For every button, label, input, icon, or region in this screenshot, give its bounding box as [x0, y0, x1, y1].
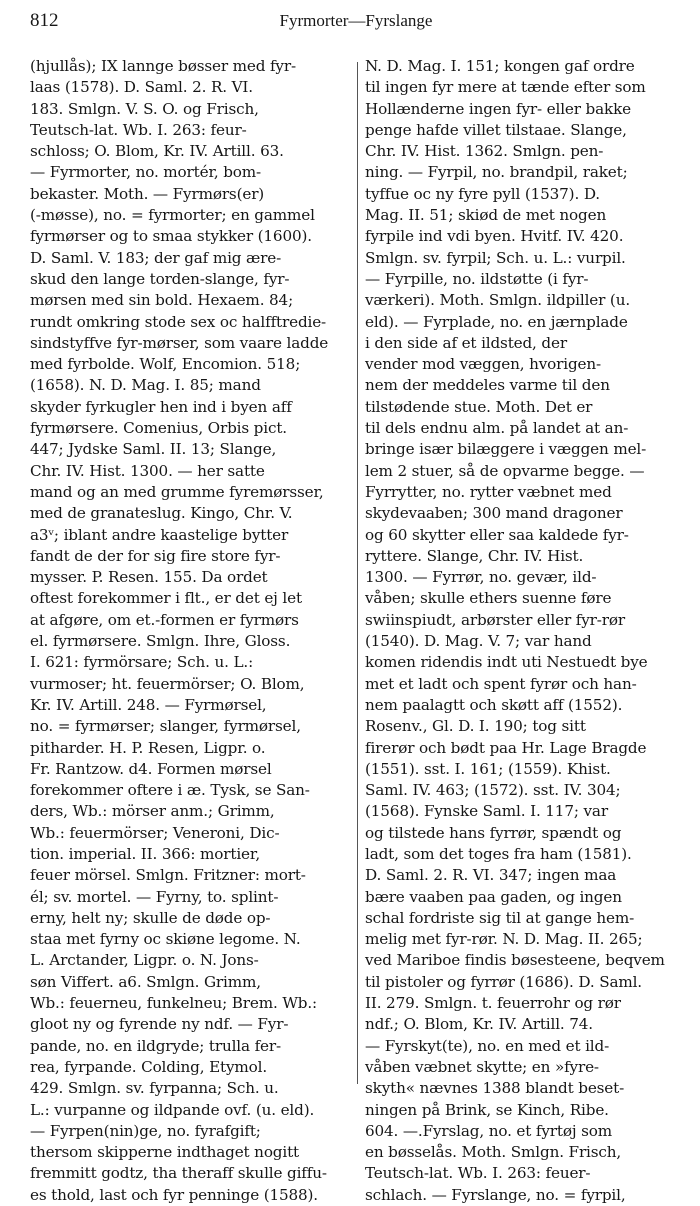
text-line: at afgøre, om et.-formen er fyrmørs	[30, 610, 299, 629]
text-line: Fr. Rantzow. d4. Formen mørsel	[30, 759, 272, 778]
running-head: Fyrmorter—Fyrslange	[279, 11, 433, 30]
text-line: til pistoler og fyrrør (1686). D. Saml.	[365, 972, 642, 991]
text-line: es thold, last och fyr penninge (1588).	[30, 1185, 318, 1204]
text-line: schal fordriste sig til at gange hem-	[365, 908, 635, 927]
text-line: værkeri). Moth. Smlgn. ildpiller (u.	[365, 291, 631, 310]
text-line: en bøsselås. Moth. Smlgn. Frisch,	[365, 1143, 622, 1162]
text-line: (-møsse), no. = fyrmorter; en gammel	[30, 206, 315, 225]
text-line: penge hafde villet tilstaae. Slange,	[365, 120, 627, 139]
text-line: Fyrrytter, no. rytter væbnet med	[365, 482, 612, 501]
text-columns	[30, 56, 686, 1204]
text-line: tilstødende stue. Moth. Det er	[365, 397, 593, 416]
text-line: Hollænderne ingen fyr- eller bakke	[365, 99, 631, 118]
text-line: ningen på Brink, se Kinch, Ribe.	[365, 1100, 609, 1119]
text-line: (hjullås); IX lannge bøsser med fyr-	[30, 57, 296, 75]
text-line: vurmoser; ht. feuermörser; O. Blom,	[30, 674, 305, 693]
text-line: Teutsch-lat. Wb. I. 263: feuer-	[365, 1164, 591, 1183]
text-line: forekommer oftere i æ. Tysk, se San-	[30, 781, 310, 800]
text-line: D. Saml. 2. R. VI. 347; ingen maa	[365, 866, 617, 885]
text-line: (1551). sst. I. 161; (1559). Khist.	[365, 759, 611, 778]
text-line: swiinspiudt, arbørster eller fyr-rør	[365, 610, 625, 629]
text-line: N. D. Mag. I. 151; kongen gaf ordre	[365, 57, 635, 75]
text-line: 429. Smlgn. sv. fyrpanna; Sch. u.	[30, 1079, 279, 1098]
text-line: nem der meddeles varme til den	[365, 376, 610, 395]
text-line: L.: vurpanne og ildpande ovf. (u. eld).	[30, 1100, 315, 1119]
text-line: 447; Jydske Saml. II. 13; Slange,	[30, 440, 277, 459]
text-line: ladt, som det toges fra ham (1581).	[365, 844, 632, 863]
text-line: D. Saml. V. 183; der gaf mig ære-	[30, 248, 282, 267]
right-column	[365, 56, 685, 1204]
text-line: sindstyffve fyr-mørser, som vaare ladde	[30, 333, 329, 352]
text-line: 604. —.Fyrslag, no. et fyrtøj som	[365, 1121, 612, 1140]
text-line: bære vaaben paa gaden, og ingen	[365, 887, 622, 906]
text-line: skud den lange torden-slange, fyr-	[30, 269, 290, 288]
text-line: pitharder. H. P. Resen, Ligpr. o.	[30, 738, 266, 757]
text-line: Wb.: feuermörser; Veneroni, Dic-	[30, 823, 280, 842]
text-line: laas (1578). D. Saml. 2. R. VI.	[30, 78, 253, 97]
text-line: tyffue oc ny fyre pyll (1537). D.	[365, 184, 600, 203]
text-line: ndf.; O. Blom, Kr. IV. Artill. 74.	[365, 1015, 593, 1034]
text-line: tion. imperial. II. 366: mortier,	[30, 844, 261, 863]
text-line: mørsen med sin bold. Hexaem. 84;	[30, 291, 294, 310]
text-line: til dels endnu alm. på landet at an-	[365, 419, 629, 438]
text-line: II. 279. Smlgn. t. feuerrohr og rør	[365, 994, 621, 1013]
text-line: Kr. IV. Artill. 248. — Fyrmørsel,	[30, 695, 267, 714]
text-line: Teutsch-lat. Wb. I. 263: feur-	[30, 120, 247, 139]
page-header	[30, 6, 682, 36]
text-line: I. 621: fyrmörsare; Sch. u. L.:	[30, 653, 254, 672]
text-line: (1658). N. D. Mag. I. 85; mand	[30, 376, 261, 395]
text-line: L. Arctander, Ligpr. o. N. Jons-	[30, 951, 259, 970]
text-line: nem paalagtt och skøtt aff (1552).	[365, 695, 623, 714]
page-number: 812	[30, 10, 59, 31]
text-line: — Fyrpille, no. ildstøtte (i fyr-	[365, 269, 589, 288]
text-line: Wb.: feuerneu, funkelneu; Brem. Wb.:	[30, 994, 318, 1013]
text-line: våben væbnet skytte; en »fyre-	[365, 1057, 599, 1076]
text-line: mysser. P. Resen. 155. Da ordet	[30, 568, 268, 587]
text-line: firerør och bødt paa Hr. Lage Bragde	[365, 738, 647, 757]
text-line: med de granateslug. Kingo, Chr. V.	[30, 504, 293, 523]
text-line: schlach. — Fyrslange, no. = fyrpil,	[365, 1185, 626, 1204]
text-line: 1300. — Fyrrør, no. gevær, ild-	[365, 568, 597, 587]
text-line: Saml. IV. 463; (1572). sst. IV. 304;	[365, 781, 621, 800]
text-line: fyrpile ind vdi byen. Hvitf. IV. 420.	[365, 227, 624, 246]
text-line: eld). — Fyrplade, no. en jærnplade	[365, 312, 628, 331]
text-line: schloss; O. Blom, Kr. IV. Artill. 63.	[30, 142, 284, 161]
text-line: met et ladt och spent fyrør och han-	[365, 674, 637, 693]
text-line: lem 2 stuer, så de opvarme begge. —	[365, 461, 645, 480]
left-column	[30, 56, 350, 1204]
text-line: (1568). Fynske Saml. I. 117; var	[365, 802, 608, 821]
text-line: erny, helt ny; skulle de døde op-	[30, 908, 271, 927]
text-line: pande, no. en ildgryde; trulla fer-	[30, 1036, 281, 1055]
text-line: a3ᵛ; iblant andre kaastelige bytter	[30, 525, 289, 544]
text-line: — Fyrskyt(te), no. en med et ild-	[365, 1036, 610, 1055]
text-line: no. = fyrmørser; slanger, fyrmørsel,	[30, 717, 301, 736]
text-line: rea, fyrpande. Colding, Etymol.	[30, 1057, 268, 1076]
text-line: ryttere. Slange, Chr. IV. Hist.	[365, 546, 584, 565]
text-line: Smlgn. sv. fyrpil; Sch. u. L.: vurpil.	[365, 248, 626, 267]
text-line: fyrmørser og to smaa stykker (1600).	[30, 227, 312, 246]
text-line: bringe især bilæggere i væggen mel-	[365, 440, 647, 459]
text-line: melig met fyr-rør. N. D. Mag. II. 265;	[365, 930, 643, 949]
text-line: fyrmørsere. Comenius, Orbis pict.	[30, 419, 287, 438]
column-divider	[357, 62, 358, 1084]
text-line: staa met fyrny oc skiøne legome. N.	[30, 930, 301, 949]
text-line: Chr. IV. Hist. 1300. — her satte	[30, 461, 265, 480]
text-line: (1540). D. Mag. V. 7; var hand	[365, 632, 592, 651]
text-line: skyth« nævnes 1388 blandt beset-	[365, 1079, 625, 1098]
text-line: Rosenv., Gl. D. I. 190; tog sitt	[365, 717, 586, 736]
text-line: bekaster. Moth. — Fyrmørs(er)	[30, 184, 265, 203]
text-line: og tilstede hans fyrrør, spændt og	[365, 823, 622, 842]
text-line: oftest forekommer i flt., er det ej let	[30, 589, 302, 608]
text-line: — Fyrpen(nin)ge, no. fyrafgift;	[30, 1121, 261, 1140]
text-line: gloot ny og fyrende ny ndf. — Fyr-	[30, 1015, 289, 1034]
text-line: ders, Wb.: mörser anm.; Grimm,	[30, 802, 275, 821]
text-line: til ingen fyr mere at tænde efter som	[365, 78, 646, 97]
text-line: él; sv. mortel. — Fyrny, to. splint-	[30, 887, 279, 906]
text-line: komen ridendis indt uti Nestuedt bye	[365, 653, 648, 672]
text-line: rundt omkring stode sex oc halfftredie-	[30, 312, 327, 331]
text-line: og 60 skytter eller saa kaldede fyr-	[365, 525, 629, 544]
text-line: thersom skipperne indthaget nogitt	[30, 1143, 299, 1162]
text-line: ning. — Fyrpil, no. brandpil, raket;	[365, 163, 628, 182]
text-line: ved Mariboe findis bøsesteene, beqvem	[365, 951, 665, 970]
text-line: Chr. IV. Hist. 1362. Smlgn. pen-	[365, 142, 604, 161]
text-line: — Fyrmorter, no. mortér, bom-	[30, 163, 262, 182]
text-line: skyder fyrkugler hen ind i byen aff	[30, 397, 292, 416]
text-line: fandt de der for sig fire store fyr-	[30, 546, 281, 565]
text-line: fremmitt godtz, tha theraff skulle giffu-	[30, 1164, 327, 1183]
text-line: våben; skulle ethers suenne føre	[365, 589, 612, 608]
text-line: vender mod væggen, hvorigen-	[365, 355, 602, 374]
text-line: i den side af et ildsted, der	[365, 333, 567, 352]
text-line: feuer mörsel. Smlgn. Fritzner: mort-	[30, 866, 306, 885]
text-line: el. fyrmørsere. Smlgn. Ihre, Gloss.	[30, 632, 291, 651]
text-line: med fyrbolde. Wolf, Encomion. 518;	[30, 355, 301, 374]
text-line: søn Viffert. a6. Smlgn. Grimm,	[30, 972, 261, 991]
text-line: 183. Smlgn. V. S. O. og Frisch,	[30, 99, 259, 118]
text-line: skydevaaben; 300 mand dragoner	[365, 504, 623, 523]
text-line: Mag. II. 51; skiød de met nogen	[365, 206, 607, 225]
text-line: mand og an med grumme fyremørsser,	[30, 482, 324, 501]
